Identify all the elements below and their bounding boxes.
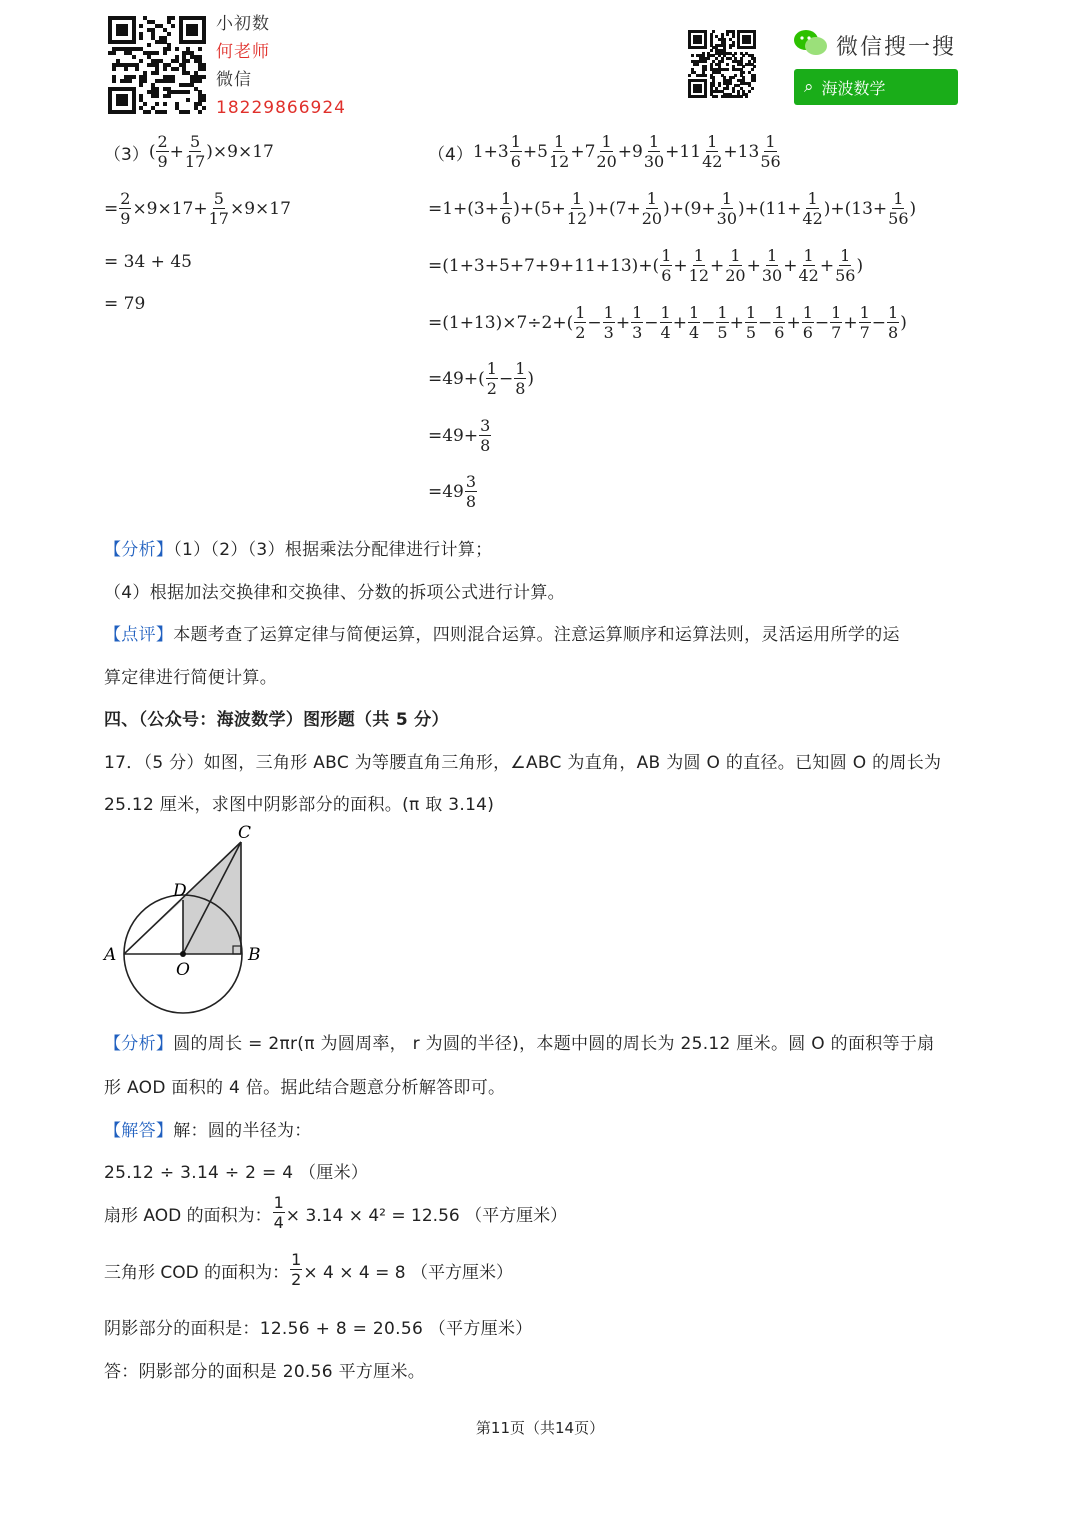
page-footer: 第11页（共14页）: [475, 1419, 605, 1437]
calc4-line1: （4） 1+3 $\frac{1}{6}$ +5 $\frac{1}{12}$ +7 $\frac{1}{20}$ +9 $\frac{1}{30}$ +11 $\frac{1}{42}$ +13 $\frac{1}{56}$: [428, 132, 781, 171]
search-button[interactable]: [794, 69, 958, 105]
fraction: $\frac{1}{2}$: [486, 359, 497, 398]
fraction: $\frac{1}{12}$: [566, 189, 588, 228]
fraction: $\frac{1}{42}$: [798, 246, 819, 285]
search-icon: ⌕: [804, 77, 814, 97]
geometry-figure: [98, 818, 268, 1018]
calc3-line4: = 79: [104, 294, 146, 314]
fraction: $\frac{1}{6}$: [501, 189, 512, 228]
wechat-logo: [793, 28, 829, 62]
analysis-1: 【分析】（1）（2）（3）根据乘法分配律进行计算；: [104, 540, 493, 560]
calc4-label: （4）: [428, 144, 473, 165]
label-d: D: [173, 881, 187, 901]
fraction: $\frac{1}{2}$: [575, 303, 586, 342]
calc4-line4: =(1+13)×7÷2+( $\frac{1}{2}$ − $\frac{1}{3}$ + $\frac{1}{3}$ − $\frac{1}{4}$ + $\frac{1}{4}$ − $\frac{1}{5}$ + $\frac{1}{5}$ − $\frac{1}{6}$ + $\frac{1}{6}$ − $\frac{1}{7}$ + $\frac{1}{7}$ − $\frac{1}{8}$ ): [428, 303, 907, 342]
fraction: $\frac{1}{8}$: [888, 303, 899, 342]
section-heading: 四、（公众号：海波数学）图形题（共 5 分）: [104, 710, 449, 730]
fraction: $\frac{1}{20}$: [641, 189, 663, 228]
analysis-tag: 【分析】: [104, 1034, 174, 1054]
label-c: C: [238, 823, 252, 843]
label-b: B: [248, 945, 261, 965]
fraction: $\frac{1}{2}$: [291, 1250, 302, 1289]
contact-phone: 18229866924: [216, 98, 346, 118]
contact-line: 小初数: [216, 14, 270, 34]
calc3-label: （3）: [104, 144, 149, 165]
analysis-1-line2: （4）根据加法交换律和交换律、分数的拆项公式进行计算。: [104, 583, 565, 603]
answer-triangle: 三角形 COD 的面积为： $\frac{1}{2}$ × 4 × 4 = 8 （平方厘米）: [104, 1250, 513, 1289]
fraction: $\frac{1}{8}$: [515, 359, 526, 398]
fraction: $\frac{1}{42}$: [702, 132, 723, 171]
fraction: $\frac{1}{6}$: [802, 303, 813, 342]
fraction: $\frac{1}{6}$: [510, 132, 521, 171]
fraction: $\frac{1}{56}$: [835, 246, 856, 285]
fraction: $\frac{1}{4}$: [273, 1193, 284, 1232]
fraction: $\frac{3}{8}$: [480, 416, 491, 455]
fraction: $\frac{1}{12}$: [688, 246, 709, 285]
fraction: $\frac{1}{6}$: [661, 246, 672, 285]
answer-radius: 25.12 ÷ 3.14 ÷ 2 = 4 （厘米）: [104, 1163, 369, 1183]
qr-code-right: [688, 30, 756, 98]
fraction: $\frac{1}{4}$: [688, 303, 700, 342]
qr-code-left: [108, 16, 206, 114]
answer-intro: 【解答】解：圆的半径为：: [104, 1121, 312, 1141]
fraction: $\frac{1}{20}$: [725, 246, 746, 285]
fraction: $\frac{1}{12}$: [548, 132, 570, 171]
fraction: $\frac{3}{8}$: [465, 472, 477, 511]
comment-line2: 算定律进行简便计算。: [104, 668, 277, 688]
analysis-2-line2: 形 AOD 面积的 4 倍。据此结合题意分析解答即可。: [104, 1078, 506, 1098]
q17-line1: 17．（5 分）如图，三角形 ABC 为等腰直角三角形，∠ABC 为直角，AB 为圆 O 的直径。已知圆 O 的周长为: [104, 753, 942, 773]
calc4-line5: =49+( $\frac{1}{2}$ − $\frac{1}{8}$ ): [428, 359, 535, 398]
fraction: $\frac{1}{42}$: [802, 189, 823, 228]
fraction: $\frac{1}{4}$: [660, 303, 671, 342]
contact-line: 微信: [216, 70, 252, 90]
search-label: 海波数学: [821, 78, 886, 98]
fraction: $\frac{1}{56}$: [760, 132, 781, 171]
fraction: $\frac{1}{30}$: [761, 246, 783, 285]
label-o: O: [176, 960, 190, 980]
calc4-line6: =49+ $\frac{3}{8}$: [428, 416, 491, 455]
fraction: $\frac{2}{9}$: [157, 132, 168, 171]
contact-info: [216, 10, 346, 122]
answer-shade: 阴影部分的面积是：12.56 + 8 = 20.56 （平方厘米）: [104, 1319, 533, 1339]
fraction: $\frac{1}{20}$: [596, 132, 617, 171]
calc3-line1: （3） ( $\frac{2}{9}$ + $\frac{5}{17}$ )×9×17: [104, 132, 274, 171]
fraction: $\frac{1}{7}$: [831, 303, 842, 342]
fraction: $\frac{1}{30}$: [716, 189, 737, 228]
fraction: $\frac{5}{17}$: [208, 189, 229, 228]
fraction: $\frac{5}{17}$: [184, 132, 206, 171]
fraction: $\frac{1}{3}$: [632, 303, 643, 342]
contact-line: 何老师: [216, 42, 270, 62]
fraction: $\frac{1}{6}$: [774, 303, 785, 342]
wechat-search-title: 微信搜一搜: [836, 35, 957, 60]
analysis-tag: 【分析】: [104, 540, 174, 560]
calc4-line2: =1+(3+ $\frac{1}{6}$ )+(5+ $\frac{1}{12}$ )+(7+ $\frac{1}{20}$ )+(9+ $\frac{1}{30}$ )+(11+ $\frac{1}{42}$ )+(13+ $\frac{1}{56}$ ): [428, 189, 917, 228]
comment: 【点评】本题考查了运算定律与简便运算，四则混合运算。注意运算顺序和运算法则，灵活运用所学的运: [104, 625, 900, 645]
fraction: $\frac{1}{7}$: [859, 303, 870, 342]
fraction: $\frac{2}{9}$: [120, 189, 131, 228]
label-a: A: [104, 945, 117, 965]
calc3-line3: = 34 + 45: [104, 252, 192, 272]
answer-final: 答：阴影部分的面积是 20.56 平方厘米。: [104, 1362, 426, 1382]
calc4-line7: =49 $\frac{3}{8}$: [428, 472, 477, 511]
calc3-line2: = $\frac{2}{9}$ ×9×17+ $\frac{5}{17}$ ×9×17: [104, 189, 291, 228]
answer-sector: 扇形 AOD 的面积为： $\frac{1}{4}$ × 3.14 × 4² = 12.56 （平方厘米）: [104, 1193, 568, 1232]
comment-tag: 【点评】: [104, 625, 174, 645]
calc4-line3: =(1+3+5+7+9+11+13)+( $\frac{1}{6}$ + $\frac{1}{12}$ + $\frac{1}{20}$ + $\frac{1}{30}$ + $\frac{1}{42}$ + $\frac{1}{56}$ ): [428, 246, 864, 285]
fraction: $\frac{1}{5}$: [717, 303, 728, 342]
fraction: $\frac{1}{56}$: [888, 189, 909, 228]
fraction: $\frac{1}{5}$: [745, 303, 757, 342]
analysis-2: 【分析】圆的周长 = 2πr(π 为圆周率， r 为圆的半径)，本题中圆的周长为 25.12 厘米。圆 O 的面积等于扇: [104, 1034, 935, 1054]
fraction: $\frac{1}{30}$: [643, 132, 665, 171]
q17-line2: 25.12 厘米，求图中阴影部分的面积。(π 取 3.14): [104, 795, 495, 815]
answer-tag: 【解答】: [104, 1121, 174, 1141]
fraction: $\frac{1}{3}$: [603, 303, 614, 342]
